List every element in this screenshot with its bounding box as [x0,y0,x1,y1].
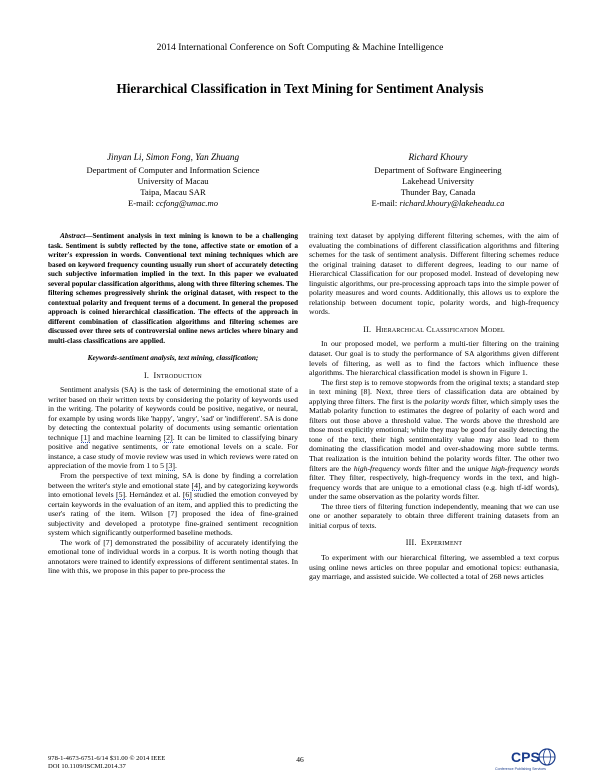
section-heading-hierarchical-classification: II. Hierarchical Classification Model [363,324,505,334]
right-column [309,231,559,582]
author-dept: Department of Computer and Information Science [86,165,260,175]
footer-copyright: 978-1-4673-6751-6/14 $31.00 © 2014 IEEE DOI 10.1109/ISCMI.2014.37 [48,755,166,770]
author-org: Lakehead University [402,176,474,186]
author-block-2 [328,152,548,209]
logo-text: CPS [511,749,540,765]
conference-header: 2014 International Conference on Soft Computing & Machine Intelligence [156,42,444,53]
cps-logo [489,746,561,772]
section-heading-experiment: III. Experiment [405,538,463,548]
keywords: Keywords-sentiment analysis, text mining, classification; [87,353,259,362]
author-names: Jinyan Li, Simon Fong, Yan Zhuang [106,152,240,162]
logo-subtitle: Conference Publishing Services [495,767,546,771]
paper-title: Hierarchical Classification in Text Mining for Sentiment Analysis [116,81,484,96]
author-names: Richard Khoury [408,152,468,162]
author-block-1 [58,152,288,209]
citation-link[interactable]: [3] [165,461,175,471]
paragraph: training text dataset by applying different filtering schemes, with the aim of evaluating the combinations of different classification algorithms and filtering schemes for the task of sentiment analysis. Different filtering schemes reduce the original training dataset to different degrees, leading to our name of Hierarchical Classification for our proposed model. Instead of developing new linguistic algorithms, our pre-processing approach taps into the simple power of polarity measures and word counts. Additionally, this allows us to explore the relationship between document topic, polarity words, and high-frequency words. [309,231,559,317]
paragraph: The three tiers of filtering function independently, meaning that we can use one or another separately to obtain three different training datasets from an initial corpus of texts. [309,501,559,530]
author-location: Taipa, Macau SAR [140,187,206,197]
citation-link[interactable]: [2] [163,432,173,442]
paragraph: From the perspective of text mining, SA is done by finding a correlation between the writer's style and emotional state [4], and by categorizing keywords into emotional levels [5]. Hernández et al. [6] studied the emotion conveyed by certain keywords in the evaluation of an item, and applied this to predicting the user's rating of the item. Wilson [7] proposed the idea of fine-grained subjectivity and developed a prototype fine-grained sentiment recognition system which significantly outperformed baseline methods. [48,471,299,538]
citation-link[interactable]: [4] [191,480,201,490]
citation-link[interactable]: [6] [182,490,192,500]
abstract: Abstract—Sentiment analysis in text mining is known to be a challenging task. Sentiment is subtly reflected by the tone, affective state or emotion of a writer's expression in words. Conventional text mining techniques which are based on keyword frequency counting usually run short of accurately detecting such subjective information implied in the text. In this paper we evaluated several popular classification algorithms, along with three filtering schemes. The filtering schemes progressively shrink the original dataset, with respect to the contextual polarity and frequent terms of a document. In general the proposed approach is coined hierarchical classification. The effects of the approach in different combination of classification algorithms and filtering schemes are discussed over three sets of controversial online news articles where binary and multi-class classifications are applied. [48,231,298,345]
author-email: E-mail: richard.khoury@lakeheadu.ca [371,198,505,208]
author-email: E-mail: ccfong@umac.mo [127,198,218,208]
paragraph: In our proposed model, we perform a multi-tier filtering on the training dataset. Our goal is to study the performance of SA algorithms given different levels of filtering, as well as to find the factors which influence these algorithms. The hierarchical classification model is shown in Figure 1. [309,339,559,378]
author-dept: Department of Software Engineering [374,165,502,175]
left-column [48,231,298,576]
page-number: 46 [296,755,304,764]
paragraph: The work of [7] demonstrated the possibility of accurately identifying the emotional tone of individual words in a corpus. It is worth noting though that annotators were trained to identify expressions of different sentimental states. In line with this, we propose in this paper to pre-process the [48,537,298,576]
citation-link[interactable]: [1] [80,432,90,442]
section-heading-introduction: I. Introduction [144,370,202,380]
author-location: Thunder Bay, Canada [400,187,476,197]
paragraph: Sentiment analysis (SA) is the task of determining the emotional state of a writer based on their written texts by considering the polarity of keywords used in the writing. The polarity of keywords could be positive, negative, or neural, for example by using words like 'happy', 'angry', 'sad' or 'indifferent'. SA is done by detecting the contextual polarity of documents using semantic orientation technique [1] and machine learning [2]. It can be limited to classifying binary positive and negative sentiments, or rate emotional levels on a scale. For instance, a case study of movie review was used in which reviews were rated on appreciation of the movie from 1 to 5 [3]. [48,385,298,471]
author-org: University of Macau [137,176,209,186]
citation-link[interactable]: [5] [116,490,126,500]
paragraph: To experiment with our hierarchical filtering, we assembled a text corpus using online news articles on three popular and emotional topics: euthanasia, gay marriage, and assisted suicide. We collected a total of 268 news articles [309,552,559,582]
paragraph: The first step is to remove stopwords from the original texts; a standard step in text mining [8]. Next, three tiers of classification data are obtained by applying three filters. The first is the polarity words filter, which simply uses the Matlab polarity function to estimates the degree of polarity of each word and filters out those above a threshold value. The words above the threshold are those most explicitly emotional; while they may be good for easily detecting the tone of the text, their high sentimentality value may also lead to them dominating the classification model and over-shadowing more subtle terms. That realization is the intuition behind the polarity words filter. The other two filters are the high-frequency words filter and the unique high-frequency words filter. They filter, respectively, high-frequency words in the text, and high-frequency words that are unique to a emotional class (e.g. high tf-idf words), under the same observation as the polarity words filter. [309,377,559,502]
